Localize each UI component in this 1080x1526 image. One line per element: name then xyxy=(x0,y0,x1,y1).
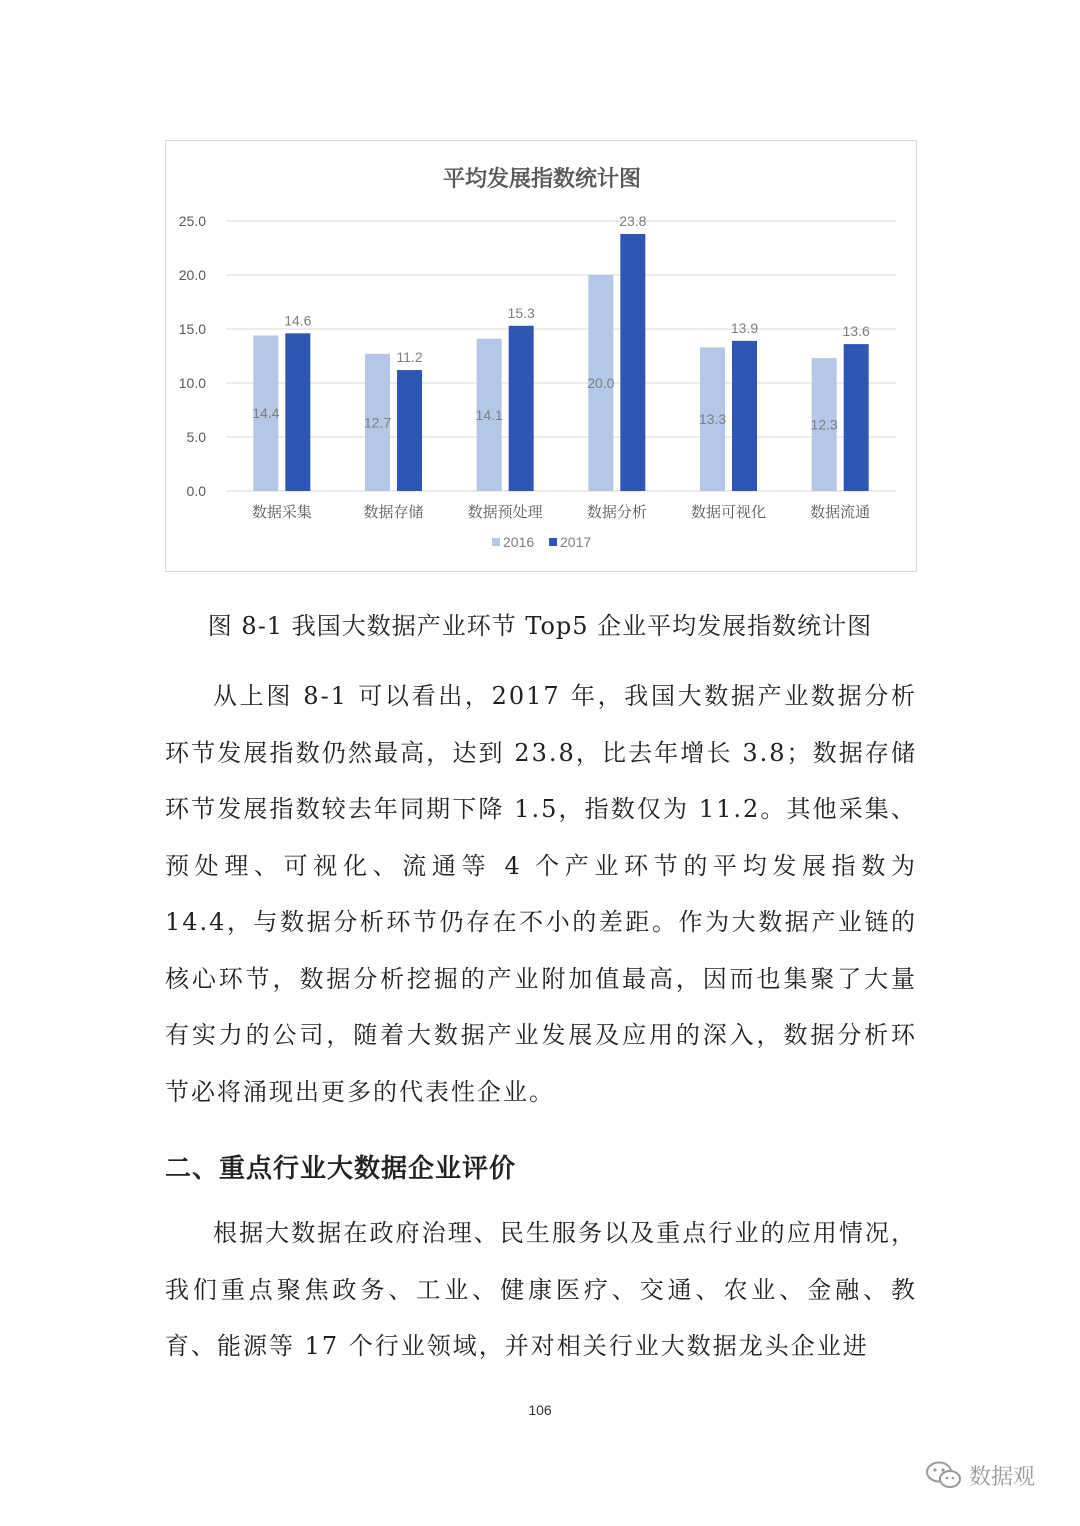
data-label-2017: 15.3 xyxy=(507,304,535,321)
watermark xyxy=(925,1455,1035,1495)
data-label-2017: 23.8 xyxy=(619,212,647,229)
data-label-2016: 12.7 xyxy=(363,414,392,431)
legend-label-2017: 2017 xyxy=(560,534,592,550)
data-label-2017: 13.9 xyxy=(730,319,759,336)
section-heading: 二、重点行业大数据企业评价 xyxy=(165,1154,517,1184)
body-paragraph-2: 根据大数据在政府治理、民生服务以及重点行业的应用情况，我们重点聚焦政务、工业、健康医疗、交通、农业、金融、教育、能源等 17 个行业领域，并对相关行业大数据龙头企业进 xyxy=(165,1219,917,1360)
legend-swatch-2017 xyxy=(549,538,557,546)
chart-title: 平均发展指数统计图 xyxy=(442,167,642,192)
bar-2017 xyxy=(397,370,422,491)
y-tick-label: 20.0 xyxy=(178,267,206,283)
y-tick-label: 25.0 xyxy=(178,213,206,229)
legend-label-2016: 2016 xyxy=(503,534,535,550)
data-label-2017: 13.6 xyxy=(842,323,870,340)
data-label-2016: 14.4 xyxy=(252,405,280,422)
y-tick-label: 10.0 xyxy=(178,375,206,391)
bar-chart xyxy=(166,141,918,573)
body-paragraph-1: 从上图 8-1 可以看出，2017 年，我国大数据产业数据分析环节发展指数仍然最高，达到 23.8，比去年增长 3.8；数据存储环节发展指数较去年同期下降 1.5，指数仅为 11.2。其他采集、预处理、可视化、流通等 4 个产业环节的平均发展指数为 14.4，与数据分析环节仍存在不小的差距。作为大数据产业链的核心环节，数据分析挖掘的产业附加值最高，因而也集聚了大量有实力的公司，随着大数据产业发展及应用的深入，数据分析环节必将涌现出更多的代表性企业。 xyxy=(165,682,917,1106)
x-tick-label: 数据分析 xyxy=(586,503,647,521)
chart-container xyxy=(165,140,917,572)
bar-2017 xyxy=(844,344,869,491)
bar-2017 xyxy=(285,333,310,491)
data-label-2016: 12.3 xyxy=(810,416,838,433)
y-tick-label: 0.0 xyxy=(186,483,206,499)
wechat-icon xyxy=(925,1460,963,1490)
page-number: 106 xyxy=(528,1402,552,1418)
x-tick-label: 数据预处理 xyxy=(467,503,543,521)
x-tick-label: 数据存储 xyxy=(363,503,424,521)
bar-2017 xyxy=(732,341,757,491)
data-label-2016: 14.1 xyxy=(475,406,503,423)
y-tick-label: 5.0 xyxy=(186,429,206,445)
legend-swatch-2016 xyxy=(492,538,500,546)
data-label-2017: 11.2 xyxy=(396,349,423,366)
data-label-2016: 13.3 xyxy=(698,411,727,428)
x-tick-label: 数据流通 xyxy=(810,503,871,521)
bar-2017 xyxy=(509,326,534,491)
data-label-2016: 20.0 xyxy=(587,375,615,391)
figure-caption: 图 8-1 我国大数据产业环节 Top5 企业平均发展指数统计图 xyxy=(207,612,873,640)
watermark-text: 数据观 xyxy=(969,1464,1036,1490)
bar-2017 xyxy=(620,234,645,491)
x-tick-label: 数据可视化 xyxy=(690,503,767,521)
data-label-2017: 14.6 xyxy=(284,312,312,329)
x-tick-label: 数据采集 xyxy=(251,503,312,521)
y-tick-label: 15.0 xyxy=(178,321,206,337)
